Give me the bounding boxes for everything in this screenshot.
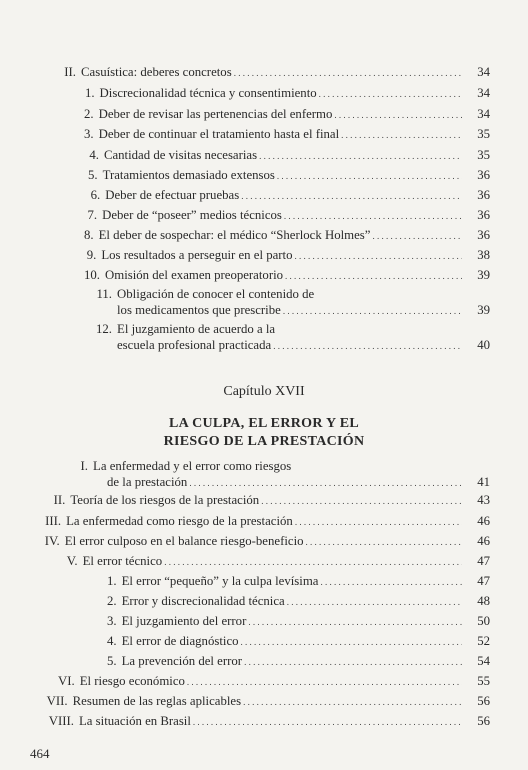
toc-entry-label: Discrecionalidad técnica y consentimiento <box>99 86 317 100</box>
chapter-title-line2: RIESGO DE LA PRESTACIÓN <box>163 434 365 449</box>
toc-subentry <box>107 635 490 648</box>
toc-entry-line1 <box>40 460 490 473</box>
toc-entry-number: 3. <box>107 614 117 628</box>
toc-entry-page: 56 <box>477 694 490 708</box>
toc-entry-page: 48 <box>477 594 490 608</box>
toc-entry-section-ii <box>58 66 490 79</box>
toc-entry-page: 36 <box>477 208 490 222</box>
toc-entry-label-line1: El juzgamiento de acuerdo a la <box>117 322 276 336</box>
toc-entry-number: 1. <box>84 86 95 100</box>
toc-entry <box>40 494 490 507</box>
toc-entry-number: I. <box>80 459 88 473</box>
leader-dots <box>259 149 462 162</box>
toc-entry-label: escuela profesional practicada <box>117 338 272 352</box>
toc-entry-label: Deber de “poseer” medios técnicos <box>102 208 282 222</box>
toc-subentry <box>107 655 490 668</box>
toc-entry-page: 47 <box>477 574 490 588</box>
toc-entry-label: los medicamentos que prescribe <box>117 303 281 317</box>
chapter-label: Capítulo XVII <box>223 384 305 399</box>
chapter-title-line1: LA CULPA, EL ERROR Y EL <box>169 416 359 431</box>
leader-dots <box>273 339 462 352</box>
leader-dots <box>248 615 462 628</box>
toc-entry-page: 46 <box>477 514 490 528</box>
toc-entry-number: 4. <box>89 148 99 162</box>
toc-entry <box>84 149 490 162</box>
toc-entry <box>117 304 490 317</box>
toc-entry-label-line1: Obligación de conocer el contenido de <box>117 287 315 301</box>
toc-entry-page: 36 <box>477 228 490 242</box>
toc-entry <box>84 128 490 141</box>
toc-entry-number: 5. <box>107 654 117 668</box>
toc-subentry <box>107 595 490 608</box>
toc-entry-label: Deber de continuar el tratamiento hasta el final <box>98 127 340 141</box>
toc-entry-page: 35 <box>477 148 490 162</box>
toc-entry-page: 34 <box>477 65 490 79</box>
leader-dots <box>277 169 462 182</box>
toc-entry-page: 41 <box>477 475 490 489</box>
toc-entry-label: Omisión del examen preoperatorio <box>105 268 284 282</box>
toc-entry-label: Deber de efectuar pruebas <box>105 188 240 202</box>
toc-entry-label: Tratamientos demasiado extensos <box>102 168 275 182</box>
toc-entry-label: El error de diagnóstico <box>121 634 239 648</box>
toc-entry <box>84 189 490 202</box>
toc-entry-number: 2. <box>107 594 117 608</box>
toc-entry-page: 56 <box>477 714 490 728</box>
toc-subentry <box>107 615 490 628</box>
toc-entry <box>40 695 490 708</box>
toc-entry-number: VIII. <box>48 714 74 728</box>
toc-entry-number: VII. <box>46 694 68 708</box>
toc-entry-page: 46 <box>477 534 490 548</box>
toc-entry-number: 3. <box>84 127 94 141</box>
toc-entry-number: II. <box>53 493 66 507</box>
toc-entry-number: 2. <box>84 107 94 121</box>
toc-entry <box>40 555 490 568</box>
toc-entry-label: El error culposo en el balance riesgo-beneficio <box>64 534 304 548</box>
toc-entry-page: 34 <box>477 86 490 100</box>
toc-entry-page: 54 <box>477 654 490 668</box>
toc-entry <box>84 108 490 121</box>
toc-entry-line1 <box>84 288 490 301</box>
leader-dots <box>334 108 462 121</box>
leader-dots <box>189 476 462 489</box>
leader-dots <box>244 655 462 668</box>
toc-entry-label: Teoría de los riesgos de la prestación <box>70 493 260 507</box>
toc-entry-page: 36 <box>477 168 490 182</box>
toc-entry-label: Casuística: deberes concretos <box>81 65 232 79</box>
toc-entry-number: 10. <box>84 268 100 282</box>
toc-entry-page: 43 <box>477 493 490 507</box>
toc-entry <box>84 169 490 182</box>
toc-entry-page: 38 <box>477 248 490 262</box>
toc-entry-number: 4. <box>107 634 117 648</box>
toc-entry-label: La situación en Brasil <box>78 714 191 728</box>
toc-entry-page: 36 <box>477 188 490 202</box>
toc-entry-label: El juzgamiento del error <box>121 614 247 628</box>
toc-entry-page: 40 <box>477 338 490 352</box>
toc-entry-page: 47 <box>477 554 490 568</box>
leader-dots <box>234 66 462 79</box>
leader-dots <box>284 209 462 222</box>
toc-entry <box>40 675 490 688</box>
leader-dots <box>306 535 462 548</box>
toc-entry-page: 34 <box>477 107 490 121</box>
toc-entry-number: III. <box>45 514 62 528</box>
toc-entry-label: El riesgo económico <box>79 674 185 688</box>
leader-dots <box>241 189 462 202</box>
toc-entry <box>84 87 490 100</box>
toc-entry-label-line1: La enfermedad y el error como riesgos <box>93 459 292 473</box>
toc-entry-number: 9. <box>86 248 97 262</box>
leader-dots <box>261 494 462 507</box>
toc-entry-label: Deber de revisar las pertenencias del enfermo <box>98 107 333 121</box>
toc-entry-number: II. <box>64 65 77 79</box>
toc-entry <box>40 515 490 528</box>
toc-entry-page: 39 <box>477 303 490 317</box>
toc-entry <box>84 269 490 282</box>
leader-dots <box>187 675 462 688</box>
leader-dots <box>295 515 462 528</box>
leader-dots <box>164 555 462 568</box>
toc-entry <box>107 476 490 489</box>
toc-entry <box>117 339 490 352</box>
toc-entry-label: Resumen de las reglas aplicables <box>72 694 242 708</box>
toc-entry-label: Cantidad de visitas necesarias <box>103 148 258 162</box>
leader-dots <box>295 249 462 262</box>
leader-dots <box>243 695 462 708</box>
leader-dots <box>287 595 462 608</box>
toc-entry-number: 5. <box>88 168 98 182</box>
toc-entry-page: 39 <box>477 268 490 282</box>
page-number: 464 <box>30 746 50 761</box>
toc-entry-number: VI. <box>58 674 75 688</box>
toc-entry <box>84 249 490 262</box>
toc-entry-number: 7. <box>87 208 98 222</box>
toc-entry-number: IV. <box>44 534 60 548</box>
leader-dots <box>372 229 462 242</box>
toc-entry-label: El error técnico <box>82 554 163 568</box>
toc-entry-number: 1. <box>107 574 117 588</box>
toc-entry-page: 50 <box>477 614 490 628</box>
leader-dots <box>285 269 462 282</box>
toc-entry-page: 52 <box>477 634 490 648</box>
toc-entry <box>84 229 490 242</box>
toc-entry-label: Los resultados a perseguir en el parto <box>101 248 293 262</box>
toc-entry-label: de la prestación <box>107 475 188 489</box>
toc-entry <box>84 209 490 222</box>
leader-dots <box>341 128 462 141</box>
toc-entry <box>40 715 490 728</box>
toc-entry-label: La enfermedad como riesgo de la prestación <box>66 514 293 528</box>
toc-entry-number: 6. <box>90 188 101 202</box>
toc-entry-label: El deber de sospechar: el médico “Sherlock Holmes” <box>98 228 371 242</box>
toc-entry <box>40 535 490 548</box>
toc-entry-label: El error “pequeño” y la culpa levísima <box>121 574 319 588</box>
toc-entry-page: 55 <box>477 674 490 688</box>
leader-dots <box>319 87 462 100</box>
toc-subentry <box>107 575 490 588</box>
leader-dots <box>320 575 462 588</box>
toc-entry-number: V. <box>66 554 78 568</box>
toc-entry-label: Error y discrecionalidad técnica <box>121 594 285 608</box>
toc-entry-label: La prevención del error <box>121 654 243 668</box>
leader-dots <box>193 715 462 728</box>
toc-entry-number: 12. <box>96 322 112 336</box>
toc-entry-number: 8. <box>84 228 94 242</box>
toc-entry-line1 <box>84 323 490 336</box>
toc-entry-number: 11. <box>96 287 112 301</box>
toc-entry-page: 35 <box>477 127 490 141</box>
leader-dots <box>241 635 462 648</box>
leader-dots <box>283 304 462 317</box>
